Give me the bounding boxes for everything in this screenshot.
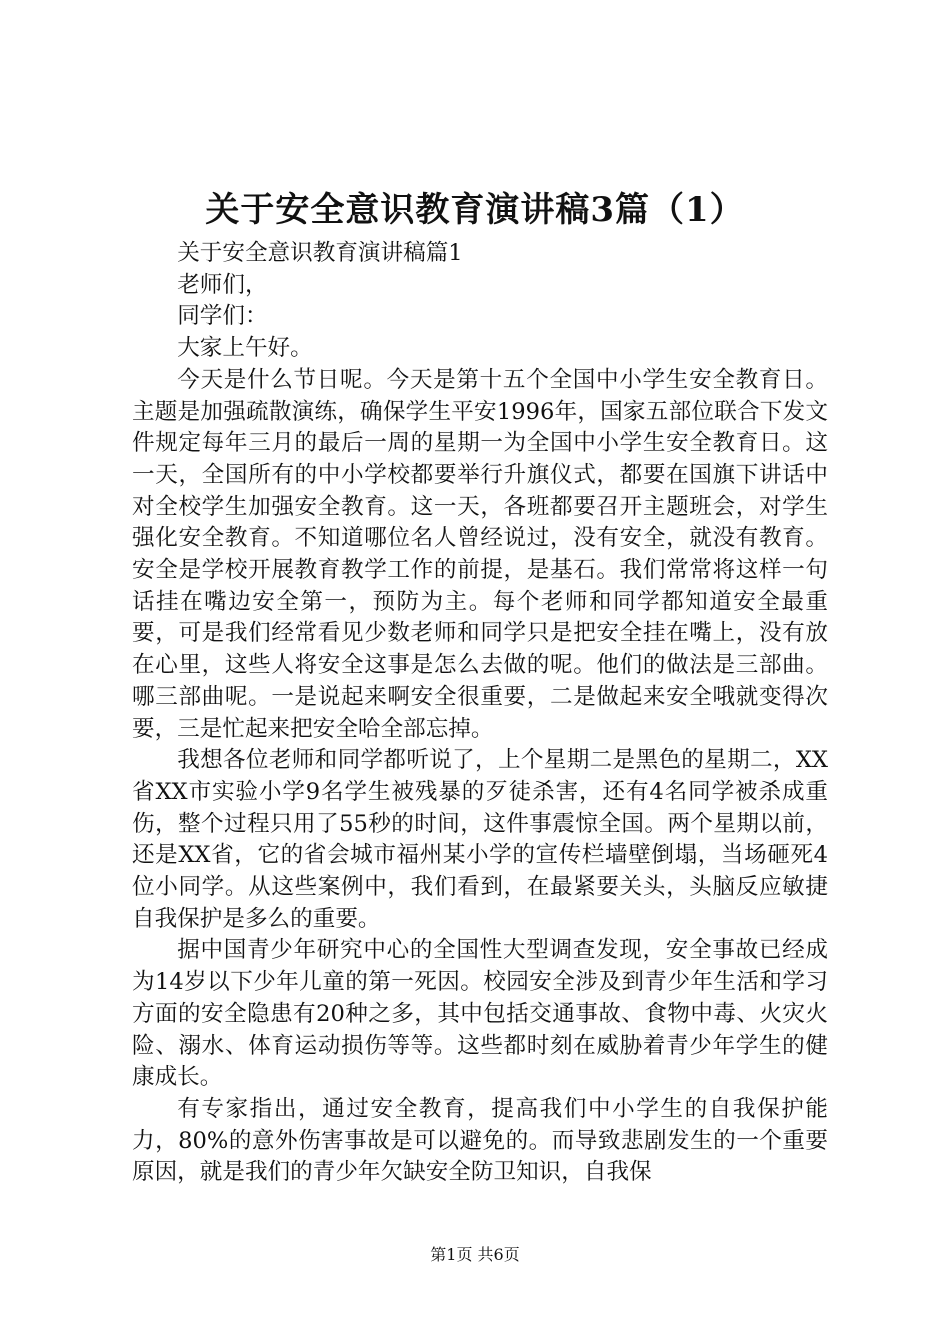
body-paragraph: 有专家指出，通过安全教育，提高我们中小学生的自我保护能力，80%的意外伤害事故是可以避免的。而导致悲剧发生的一个重要原因，就是我们的青少年欠缺安全防卫知识，自我保 <box>132 1095 828 1186</box>
body-paragraph: 今天是什么节日呢。今天是第十五个全国中小学生安全教育日。主题是加强疏散演练，确保学生平安1996年，国家五部位联合下发文件规定每年三月的最后一周的星期一为全国中小学生安全教育日。这一天，全国所有的中小学校都要举行升旗仪式，都要在国旗下讲话中对全校学生加强安全教育。这一天，各班都要召开主题班会，对学生强化安全教育。不知道哪位名人曾经说过，没有安全，就没有教育。安全是学校开展教育教学工作的前提，是基石。我们常常将这样一句话挂在嘴边安全第一，预防为主。每个老师和同学都知道安全最重要，可是我们经常看见少数老师和同学只是把安全挂在嘴上，没有放在心里，这些人将安全这事是怎么去做的呢。他们的做法是三部曲。哪三部曲呢。一是说起来啊安全很重要，二是做起来安全哦就变得次要，三是忙起来把安全哈全部忘掉。 <box>132 366 828 742</box>
document-body <box>132 238 828 1189</box>
salutation-teachers: 老师们， <box>177 271 268 298</box>
greeting: 大家上午好。 <box>177 335 313 362</box>
page-number-footer: 第1页 共6页 <box>430 1245 520 1264</box>
body-paragraph: 据中国青少年研究中心的全国性大型调查发现，安全事故已经成为14岁以下少年儿童的第一死因。校园安全涉及到青少年生活和学习方面的安全隐患有20种之多，其中包括交通事故、食物中毒、火灾火险、溺水、体育运动损伤等等。这些都时刻在威胁着青少年学生的健康成长。 <box>132 937 828 1091</box>
document-title: 关于安全意识教育演讲稿3篇（1） <box>205 190 745 230</box>
body-paragraph: 我想各位老师和同学都听说了，上个星期二是黑色的星期二，XX省XX市实验小学9名学生被残暴的歹徒杀害，还有4名同学被杀成重伤，整个过程只用了55秒的时间，这件事震惊全国。两个星期以前，还是XX省，它的省会城市福州某小学的宣传栏墙壁倒塌，当场砸死4位小同学。从这些案例中，我们看到，在最紧要关头，头脑反应敏捷自我保护是多么的重要。 <box>132 747 828 932</box>
section-heading: 关于安全意识教育演讲稿篇1 <box>177 240 463 266</box>
salutation-students: 同学们： <box>177 303 268 330</box>
